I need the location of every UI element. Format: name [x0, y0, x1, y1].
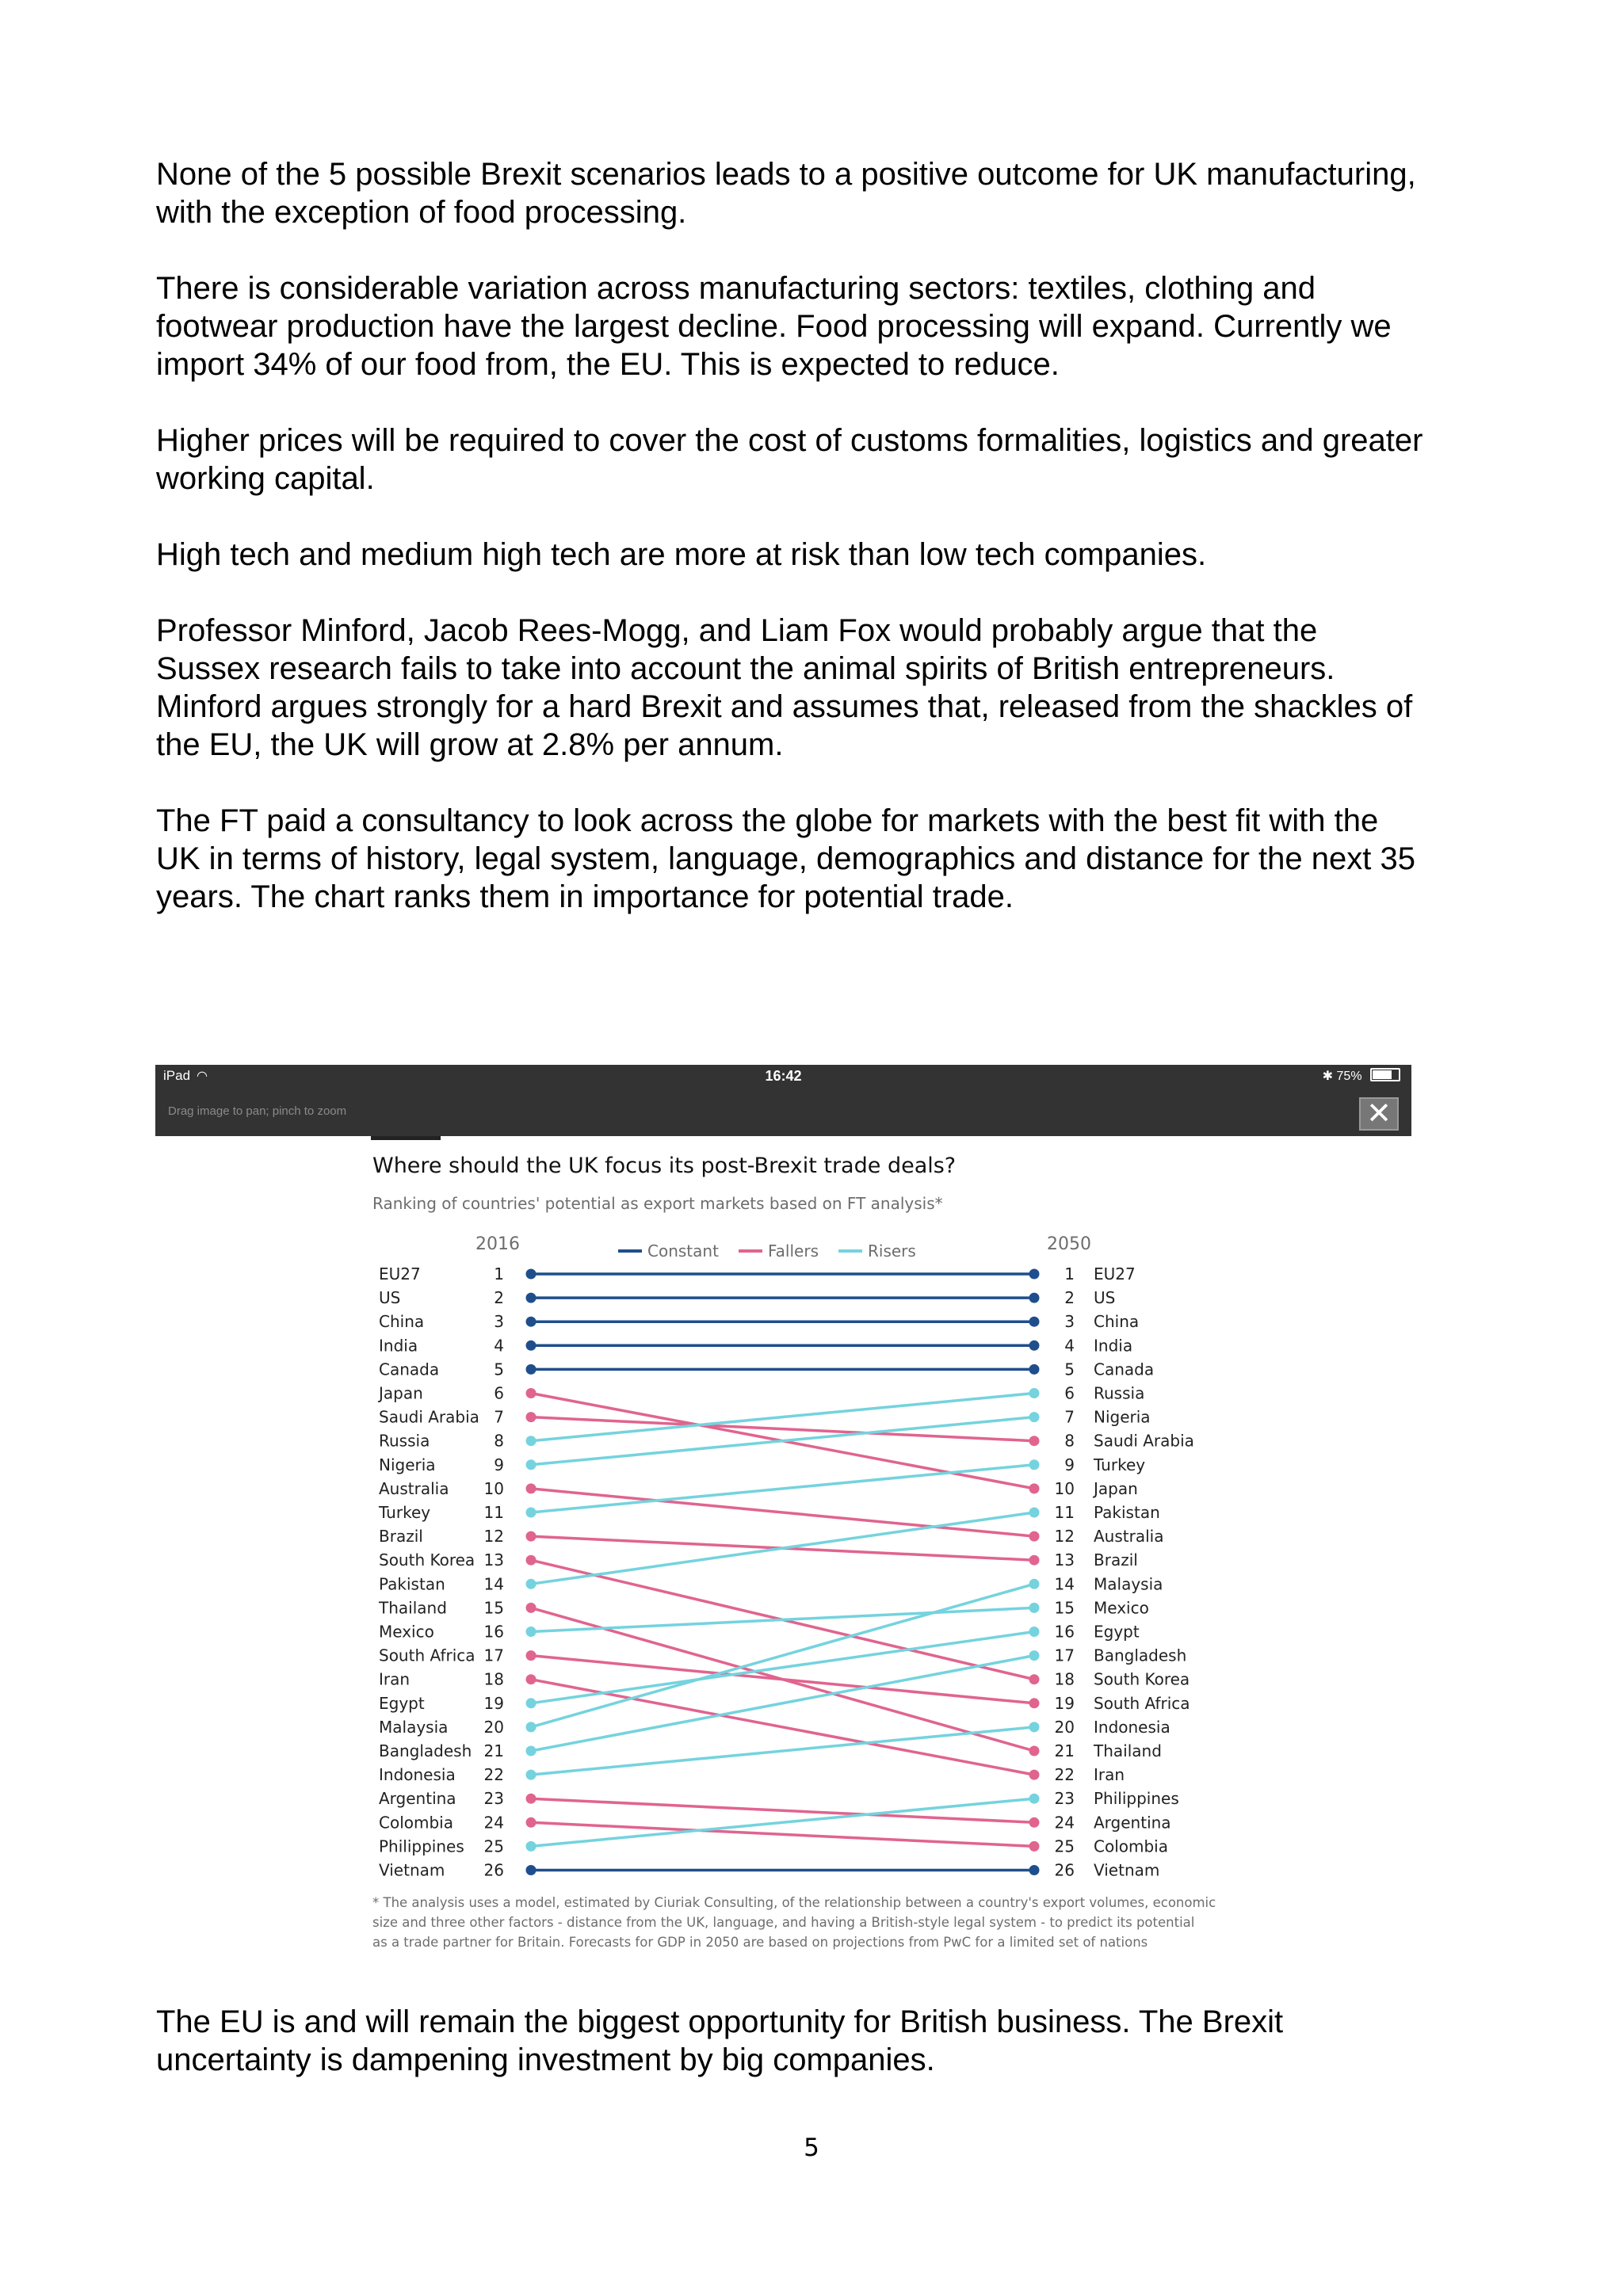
rank-2016-7: 7 — [494, 1407, 504, 1427]
country-2016-japan: Japan — [379, 1383, 423, 1403]
rank-line-saudi-arabia — [531, 1417, 1034, 1441]
close-button[interactable]: ✕ — [1359, 1097, 1399, 1131]
paragraph-higher-prices: Higher prices will be required to cover the cost of customs formalities, logistics and greater working capital. — [156, 423, 1423, 496]
rank-2016-25: 25 — [483, 1836, 504, 1856]
paragraph-high-tech-risk: High tech and medium high tech are more at risk than low tech companies. — [156, 537, 1207, 572]
dot-2016-eu27 — [526, 1269, 537, 1280]
country-2050-indonesia: Indonesia — [1094, 1717, 1170, 1737]
dot-2050-egypt — [1029, 1627, 1040, 1637]
dot-2050-iran — [1029, 1770, 1040, 1780]
rank-2016-1: 1 — [494, 1264, 504, 1283]
rank-line-bangladesh — [531, 1656, 1034, 1751]
dot-2016-australia — [526, 1483, 537, 1493]
country-2050-philippines: Philippines — [1094, 1789, 1179, 1809]
dot-2050-malaysia — [1029, 1579, 1040, 1589]
dot-2050-brazil — [1029, 1555, 1040, 1566]
dot-2050-pakistan — [1029, 1508, 1040, 1518]
dot-2050-nigeria — [1029, 1412, 1040, 1422]
rank-2050-22: 22 — [1054, 1765, 1075, 1785]
rank-2050-23: 23 — [1054, 1789, 1075, 1809]
rank-2050-15: 15 — [1054, 1598, 1075, 1618]
footnote-line-3: as a trade partner for Britain. Forecasts for GDP in 2050 are based on projections from PwC for a limited set of nations — [372, 1935, 1148, 1950]
dot-2050-russia — [1029, 1388, 1040, 1398]
dot-2016-south-africa — [526, 1650, 537, 1661]
country-2050-china: China — [1094, 1312, 1140, 1332]
rank-2050-8: 8 — [1064, 1431, 1075, 1451]
chart-title: Where should the UK focus its post-Brexit trade deals? — [372, 1154, 957, 1178]
dot-2050-argentina — [1029, 1817, 1040, 1828]
rank-2050-7: 7 — [1064, 1407, 1075, 1427]
country-2016-nigeria: Nigeria — [379, 1455, 436, 1474]
dot-2050-indonesia — [1029, 1722, 1040, 1732]
year-label-2050: 2050 — [1047, 1234, 1091, 1254]
rank-2016-8: 8 — [494, 1431, 504, 1451]
dot-2016-malaysia — [526, 1722, 537, 1732]
rank-dots — [526, 1269, 1040, 1876]
dot-2016-pakistan — [526, 1579, 537, 1589]
status-time: 16:42 — [765, 1068, 802, 1084]
wifi-icon: ◠ — [197, 1070, 208, 1083]
country-2016-mexico: Mexico — [379, 1622, 434, 1642]
country-2050-vietnam: Vietnam — [1094, 1860, 1160, 1880]
rank-2050-21: 21 — [1054, 1741, 1075, 1760]
rank-lines — [531, 1274, 1034, 1871]
country-2050-egypt: Egypt — [1094, 1622, 1140, 1642]
rank-line-colombia — [531, 1822, 1034, 1846]
rank-2016-11: 11 — [483, 1503, 504, 1522]
country-2016-saudi-arabia: Saudi Arabia — [379, 1407, 479, 1427]
rank-2016-10: 10 — [483, 1478, 504, 1498]
country-2050-pakistan: Pakistan — [1094, 1503, 1160, 1522]
country-2050-india: India — [1094, 1336, 1133, 1356]
dot-2016-thailand — [526, 1603, 537, 1613]
country-2016-turkey: Turkey — [379, 1503, 431, 1522]
dot-2016-south-korea — [526, 1555, 537, 1566]
country-2016-south-africa: South Africa — [379, 1646, 475, 1665]
dot-2050-australia — [1029, 1531, 1040, 1542]
rank-line-philippines — [531, 1798, 1034, 1846]
rank-2016-2: 2 — [494, 1288, 504, 1308]
rank-2016-26: 26 — [483, 1860, 504, 1880]
dot-2016-saudi-arabia — [526, 1412, 537, 1422]
legend-label-constant: Constant — [647, 1241, 719, 1261]
rank-line-turkey — [531, 1465, 1034, 1512]
country-2050-south-korea: South Korea — [1094, 1669, 1190, 1689]
country-2016-india: India — [379, 1336, 418, 1356]
rank-2050-18: 18 — [1054, 1669, 1075, 1689]
rank-2016-19: 19 — [483, 1693, 504, 1713]
rank-2050-20: 20 — [1054, 1717, 1075, 1737]
country-2016-canada: Canada — [379, 1360, 440, 1379]
rank-line-russia — [531, 1394, 1034, 1441]
rank-line-nigeria — [531, 1417, 1034, 1465]
rank-line-malaysia — [531, 1584, 1034, 1727]
rank-2016-22: 22 — [483, 1765, 504, 1785]
country-2016-malaysia: Malaysia — [379, 1717, 449, 1737]
chart-legend — [618, 1241, 916, 1261]
country-2050-bangladesh: Bangladesh — [1094, 1646, 1187, 1665]
country-2016-colombia: Colombia — [379, 1813, 453, 1833]
rank-2050-6: 6 — [1064, 1383, 1075, 1403]
country-2050-nigeria: Nigeria — [1094, 1407, 1151, 1427]
dot-2016-russia — [526, 1436, 537, 1446]
dot-2016-bangladesh — [526, 1746, 537, 1756]
paragraph-minford: Professor Minford, Jacob Rees-Mogg, and Liam Fox would probably argue that the Sussex research fails to take into account the animal spirits of British entrepreneurs. Minford argues strongly for a hard Brexit and assumes that, released from the shackles of the EU, the UK will grow at 2.8% per annum. — [156, 613, 1413, 762]
country-2050-japan: Japan — [1094, 1478, 1138, 1498]
rank-2050-16: 16 — [1054, 1622, 1075, 1642]
rank-2050-11: 11 — [1054, 1503, 1075, 1522]
dot-2050-canada — [1029, 1364, 1040, 1375]
country-2016-pakistan: Pakistan — [379, 1574, 445, 1594]
country-2050-russia: Russia — [1094, 1383, 1145, 1403]
battery-percent: 75% — [1336, 1070, 1362, 1083]
rank-labels — [377, 1264, 1194, 1880]
rank-2016-4: 4 — [494, 1336, 504, 1356]
country-2050-saudi-arabia: Saudi Arabia — [1094, 1431, 1194, 1451]
rank-2050-9: 9 — [1064, 1455, 1075, 1474]
country-2016-bangladesh: Bangladesh — [379, 1741, 472, 1760]
rank-2050-12: 12 — [1054, 1527, 1075, 1547]
dot-2050-us — [1029, 1293, 1040, 1303]
country-2016-argentina: Argentina — [379, 1789, 456, 1809]
country-2016-eu27: EU27 — [379, 1264, 421, 1283]
rank-2050-14: 14 — [1054, 1574, 1075, 1594]
dot-2050-mexico — [1029, 1603, 1040, 1613]
dot-2016-argentina — [526, 1794, 537, 1804]
dot-2050-japan — [1029, 1483, 1040, 1493]
dot-2016-egypt — [526, 1698, 537, 1708]
rank-line-mexico — [531, 1608, 1034, 1631]
country-2016-russia: Russia — [379, 1431, 430, 1451]
country-2016-south-korea: South Korea — [379, 1550, 475, 1570]
country-2016-china: China — [379, 1312, 425, 1332]
rank-2050-4: 4 — [1064, 1336, 1075, 1356]
country-2050-thailand: Thailand — [1094, 1741, 1162, 1760]
dot-2050-south-korea — [1029, 1674, 1040, 1684]
dot-2050-vietnam — [1029, 1865, 1040, 1875]
dot-2050-turkey — [1029, 1459, 1040, 1470]
dot-2050-south-africa — [1029, 1698, 1040, 1708]
paragraph-eu-opportunity: The EU is and will remain the biggest opportunity for British business. The Brexit uncertainty is dampening investment by big companies. — [156, 2004, 1284, 2077]
dot-2050-china — [1029, 1317, 1040, 1327]
dot-2016-turkey — [526, 1508, 537, 1518]
dot-2016-mexico — [526, 1627, 537, 1637]
dot-2016-canada — [526, 1364, 537, 1375]
rank-2016-9: 9 — [494, 1455, 504, 1474]
dot-2016-vietnam — [526, 1865, 537, 1875]
rank-2016-20: 20 — [483, 1717, 504, 1737]
bluetooth-icon: ✱ — [1322, 1070, 1334, 1083]
rank-2016-24: 24 — [483, 1813, 504, 1833]
rank-2050-17: 17 — [1054, 1646, 1075, 1665]
chart-footnote — [372, 1895, 1216, 1950]
legend-label-risers: Risers — [868, 1241, 916, 1261]
rank-2050-2: 2 — [1064, 1288, 1075, 1308]
rank-2050-1: 1 — [1064, 1264, 1075, 1283]
rank-2050-10: 10 — [1054, 1478, 1075, 1498]
country-2050-brazil: Brazil — [1094, 1550, 1138, 1570]
country-2050-argentina: Argentina — [1094, 1813, 1171, 1833]
embedded-ipad-screenshot — [155, 1065, 1411, 1960]
rank-2050-5: 5 — [1064, 1360, 1075, 1379]
paragraph-brexit-scenarios: None of the 5 possible Brexit scenarios leads to a positive outcome for UK manufacturing, with the exception of food processing. — [156, 157, 1416, 230]
dot-2016-colombia — [526, 1817, 537, 1828]
country-2016-vietnam: Vietnam — [379, 1860, 445, 1880]
legend-label-fallers: Fallers — [768, 1241, 819, 1261]
rank-2050-19: 19 — [1054, 1693, 1075, 1713]
rank-2016-18: 18 — [483, 1669, 504, 1689]
country-2016-thailand: Thailand — [379, 1598, 447, 1618]
country-2050-south-africa: South Africa — [1094, 1693, 1190, 1713]
rank-2016-5: 5 — [494, 1360, 504, 1379]
rank-2016-16: 16 — [483, 1622, 504, 1642]
country-2016-brazil: Brazil — [379, 1527, 423, 1547]
country-2016-australia: Australia — [379, 1478, 449, 1498]
rank-2016-21: 21 — [483, 1741, 504, 1760]
rank-line-indonesia — [531, 1727, 1034, 1775]
dot-2050-philippines — [1029, 1794, 1040, 1804]
dot-2016-iran — [526, 1674, 537, 1684]
country-2050-mexico: Mexico — [1094, 1598, 1149, 1618]
dot-2016-us — [526, 1293, 537, 1303]
country-2050-us: US — [1094, 1288, 1116, 1308]
rank-line-australia — [531, 1489, 1034, 1536]
page-number: 5 — [804, 2134, 819, 2162]
rank-2016-12: 12 — [483, 1527, 504, 1547]
country-2050-malaysia: Malaysia — [1094, 1574, 1163, 1594]
country-2050-canada: Canada — [1094, 1360, 1155, 1379]
dot-2050-saudi-arabia — [1029, 1436, 1040, 1446]
rank-2016-13: 13 — [483, 1550, 504, 1570]
country-2050-turkey: Turkey — [1094, 1455, 1146, 1474]
rank-2050-13: 13 — [1054, 1550, 1075, 1570]
paragraph-ft-consultancy: The FT paid a consultancy to look across the globe for markets with the best fit with the UK in terms of history, legal system, language, demographics and distance for the next 35 years. The chart ranks them in importance for potential trade. — [156, 803, 1415, 914]
footnote-line-2: size and three other factors - distance from the UK, language, and having a British-style legal system - to predict its potential — [372, 1915, 1195, 1930]
rank-line-pakistan — [531, 1512, 1034, 1584]
country-2016-egypt: Egypt — [379, 1693, 425, 1713]
body-text — [156, 155, 1487, 954]
rank-line-egypt — [531, 1632, 1034, 1703]
rank-2016-23: 23 — [483, 1789, 504, 1809]
rank-2050-26: 26 — [1054, 1860, 1075, 1880]
rank-2016-17: 17 — [483, 1646, 504, 1665]
country-2016-us: US — [379, 1288, 401, 1308]
dot-2050-india — [1029, 1341, 1040, 1351]
year-label-2016: 2016 — [475, 1234, 520, 1254]
country-2016-iran: Iran — [379, 1669, 411, 1689]
country-2050-australia: Australia — [1094, 1527, 1164, 1547]
dot-2050-bangladesh — [1029, 1650, 1040, 1661]
country-2050-iran: Iran — [1094, 1765, 1125, 1785]
rank-2050-3: 3 — [1064, 1312, 1075, 1332]
dot-2016-philippines — [526, 1841, 537, 1852]
rank-2016-6: 6 — [494, 1383, 504, 1403]
country-2016-indonesia: Indonesia — [379, 1765, 456, 1785]
pan-zoom-hint: Drag image to pan; pinch to zoom — [168, 1104, 347, 1118]
paragraph-sector-variation: There is considerable variation across manufacturing sectors: textiles, clothing and footwear production have the largest decline. Food processing will expand. Currently we import 34% of our food from, the EU. This is expected to reduce. — [156, 271, 1392, 382]
dot-2016-indonesia — [526, 1770, 537, 1780]
slope-chart — [155, 1065, 1411, 1960]
dot-2016-brazil — [526, 1531, 537, 1542]
device-name: iPad — [163, 1068, 191, 1083]
dot-2016-china — [526, 1317, 537, 1327]
dot-2050-colombia — [1029, 1841, 1040, 1852]
dot-2050-thailand — [1029, 1746, 1040, 1756]
rank-2016-3: 3 — [494, 1312, 504, 1332]
rank-2016-14: 14 — [483, 1574, 504, 1594]
dot-2050-eu27 — [1029, 1269, 1040, 1280]
rank-2016-15: 15 — [483, 1598, 504, 1618]
dot-2016-india — [526, 1341, 537, 1351]
rank-line-argentina — [531, 1798, 1034, 1822]
country-2050-eu27: EU27 — [1094, 1264, 1136, 1283]
country-2016-philippines: Philippines — [379, 1836, 464, 1856]
chart-subtitle: Ranking of countries' potential as export markets based on FT analysis* — [372, 1194, 943, 1213]
dot-2016-japan — [526, 1388, 537, 1398]
footnote-line-1: * The analysis uses a model, estimated by Ciuriak Consulting, of the relationship between a country's export volumes, economic — [372, 1895, 1216, 1910]
rank-2050-24: 24 — [1054, 1813, 1075, 1833]
rank-2050-25: 25 — [1054, 1836, 1075, 1856]
country-2050-colombia: Colombia — [1094, 1836, 1168, 1856]
dot-2016-nigeria — [526, 1459, 537, 1470]
